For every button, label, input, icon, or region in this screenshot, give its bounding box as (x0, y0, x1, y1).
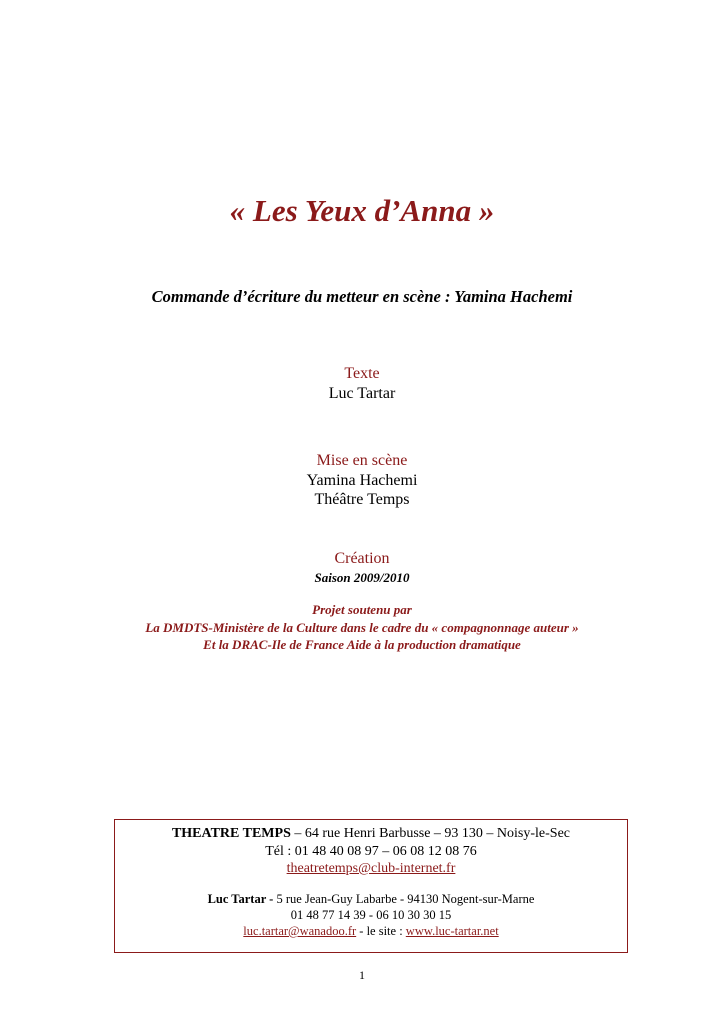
document-title: « Les Yeux d’Anna » (229, 193, 495, 228)
theatre-email-link[interactable]: theatretemps@club-internet.fr (286, 861, 456, 876)
mise-en-scene-director: Yamina Hachemi (306, 472, 418, 489)
creation-heading: Création (334, 550, 390, 567)
author-web-line (115, 924, 627, 939)
author-email-link[interactable]: luc.tartar@wanadoo.fr (243, 924, 357, 938)
author-site-link[interactable]: www.luc-tartar.net (405, 924, 499, 938)
theatre-address-line (115, 826, 627, 842)
author-address-line (115, 892, 627, 907)
creation-season: Saison 2009/2010 (314, 570, 410, 585)
author-name: Luc Tartar - (207, 892, 274, 906)
support-line-2: La DMDTS-Ministère de la Culture dans le cadre du « compagnonnage auteur » (145, 620, 579, 635)
mise-en-scene-heading: Mise en scène (316, 452, 408, 469)
site-separator: - le site : (356, 924, 406, 938)
author-phone: 01 48 77 14 39 - 06 10 30 30 15 (290, 908, 452, 922)
theatre-email-line (115, 861, 627, 877)
texte-heading: Texte (344, 365, 380, 382)
theatre-name: THEATRE TEMPS (171, 826, 291, 841)
page-number: 1 (359, 968, 365, 982)
support-line-1: Projet soutenu par (312, 602, 412, 617)
mise-en-scene-company: Théâtre Temps (314, 491, 410, 508)
document-subtitle: Commande d’écriture du metteur en scène : Yamina Hachemi (151, 287, 573, 306)
texte-author: Luc Tartar (328, 385, 396, 402)
theatre-address: – 64 rue Henri Barbusse – 93 130 – Noisy-le-Sec (290, 826, 571, 841)
contact-box (114, 819, 628, 953)
support-line-3: Et la DRAC-Ile de France Aide à la production dramatique (203, 637, 521, 652)
author-address: 5 rue Jean-Guy Labarbe - 94130 Nogent-sur-Marne (273, 892, 535, 906)
theatre-phone: Tél : 01 48 40 08 97 – 06 08 12 08 76 (265, 844, 477, 859)
